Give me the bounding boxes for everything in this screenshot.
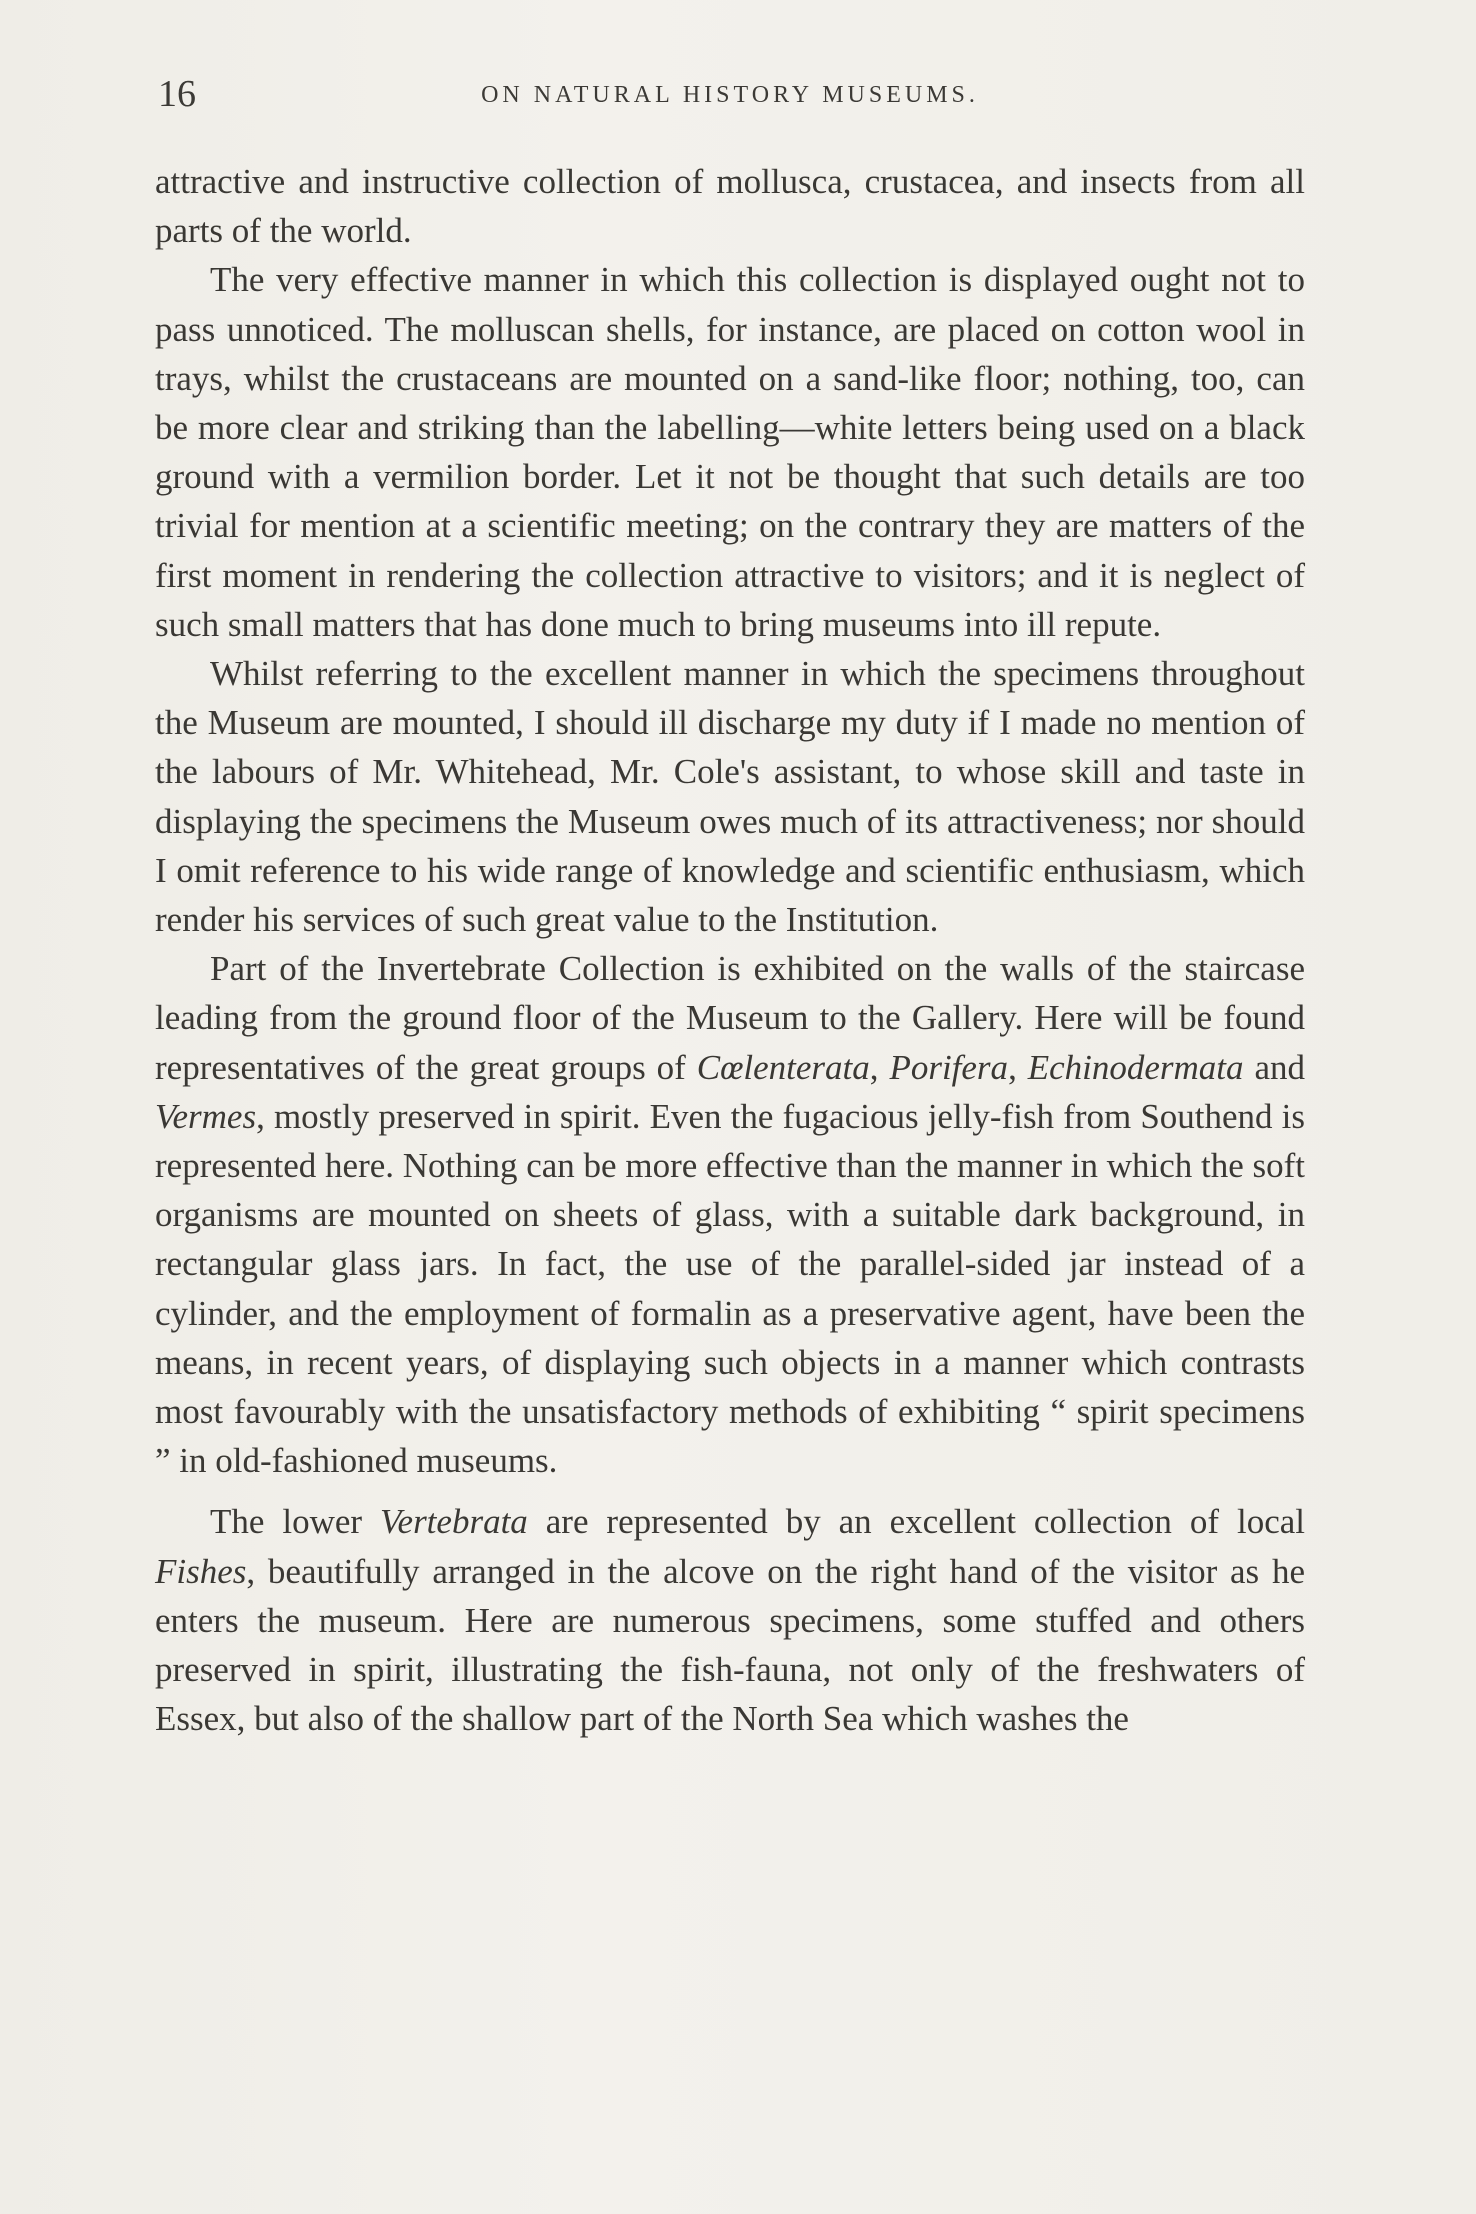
page-header xyxy=(150,72,1310,122)
italic-term: Cœlenterata xyxy=(696,1047,870,1087)
italic-term: Porifera xyxy=(889,1047,1009,1087)
text-segment: are represented by an excellent collection of local xyxy=(527,1502,1305,1542)
body-text xyxy=(155,157,1305,1744)
running-head: ON NATURAL HISTORY MUSEUMS. xyxy=(481,82,979,108)
italic-term: Vertebrata xyxy=(380,1502,528,1542)
text-segment: Whilst referring to the excellent manner in which the specimens throughout the Museum are mounted, I should ill discharge my duty if I made no mention of the labours of Mr. Whitehead, Mr. Cole's assistant, to whose skill and taste in displaying the specimens the Museum owes much of its attractiveness; nor should I omit reference to his wide range of knowledge and scientific enthusiasm, which render his services of such great value to the Institution. xyxy=(155,654,1305,940)
page-number: 16 xyxy=(158,73,196,115)
italic-term: Fishes xyxy=(155,1551,247,1591)
paragraph-invertebrate-collection xyxy=(155,944,1305,1485)
paragraph-continued xyxy=(155,157,1305,255)
text-segment: , mostly preserved in spirit. Even the fugacious jelly-fish from Southend is represented here. Nothing can be more effective than the manner in which the soft organisms are mounted on sheets of glass, with a suitable dark background, in rectangular glass jars. In fact, the use of the parallel-sided jar instead of a cylinder, and the employment of formalin as a preservative agent, have been the means, in recent years, of displaying such objects in a manner which contrasts most favourably with the unsatisfactory methods of exhibiting “ spirit specimens ” in old-fashioned museums. xyxy=(155,1096,1306,1481)
text-segment: , xyxy=(1008,1047,1028,1087)
paragraph-collection-display xyxy=(155,255,1305,649)
text-segment: and xyxy=(1243,1047,1305,1087)
text-segment: The lower xyxy=(210,1502,381,1542)
paragraph-vertebrata xyxy=(155,1497,1305,1743)
italic-term: Vermes xyxy=(155,1096,257,1136)
text-segment: Part of the Invertebrate Collection is exhibited on the walls of the staircase leading from the ground floor of the Museum to the Gallery. Here will be found representatives of the great groups of xyxy=(155,949,1305,1087)
italic-term: Echinodermata xyxy=(1027,1047,1244,1087)
text-segment: , xyxy=(869,1047,890,1087)
text-segment: , beautifully arranged in the alcove on the right hand of the visitor as he enters the museum. Here are numerous specimens, some stuffed and others preserved in spirit, illustrating the fish-fauna, not only of the freshwaters of Essex, but also of the shallow part of the North Sea which washes the xyxy=(155,1551,1305,1739)
text-segment: attractive and instructive collection of mollusca, crustacea, and insects from all parts of the world. xyxy=(155,162,1305,251)
paragraph-mr-whitehead xyxy=(155,649,1305,944)
text-segment: The very effective manner in which this collection is displayed ought not to pass unnoticed. The molluscan shells, for instance, are placed on cotton wool in trays, whilst the crustaceans are mounted on a sand-like floor; nothing, too, can be more clear and striking than the labelling—white letters being used on a black ground with a vermilion border. Let it not be thought that such details are too trivial for mention at a scientific meeting; on the contrary they are matters of the first moment in rendering the collection attractive to visitors; and it is neglect of such small matters that has done much to bring museums into ill repute. xyxy=(155,260,1305,644)
